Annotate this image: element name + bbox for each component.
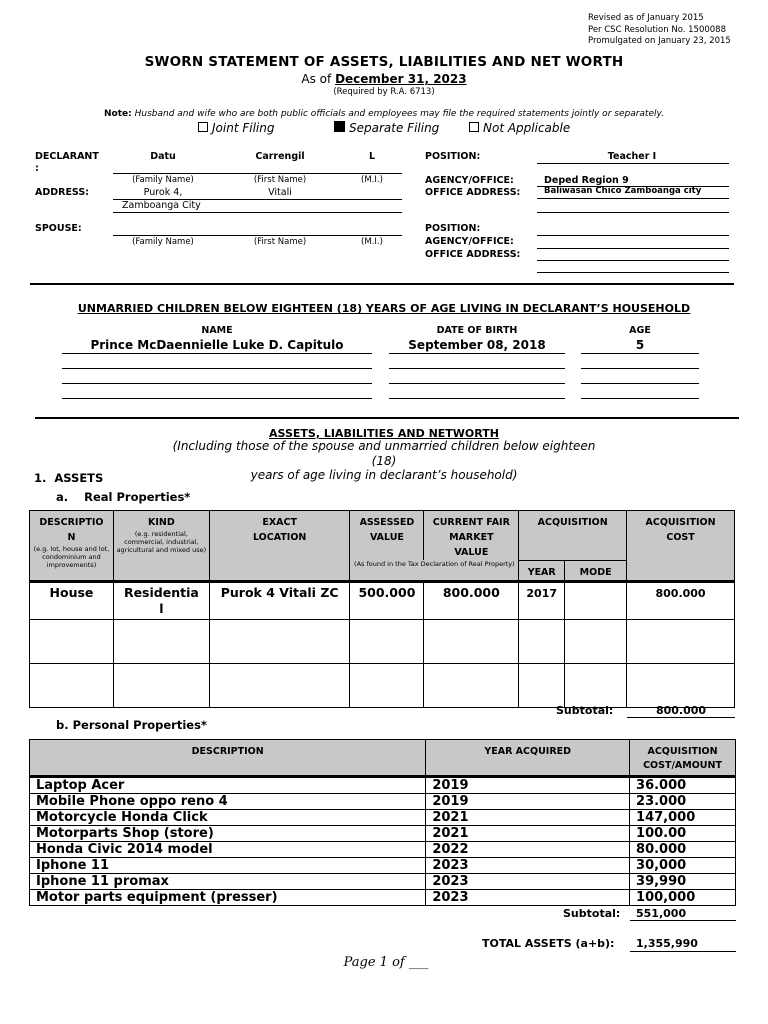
child-dob: September 08, 2018 — [408, 338, 546, 352]
family-name-caption: (Family Name) — [132, 175, 194, 185]
pp-cell-description: Iphone 11 — [30, 858, 426, 874]
table-row — [30, 890, 736, 906]
declarant-position: Teacher I — [607, 151, 657, 162]
declarant-agency: Deped Region 9 — [544, 175, 629, 186]
rp-header-assessed — [350, 511, 424, 561]
subtitle-line: (Including those of the spouse and unmarried children below eighteen (18) — [172, 439, 596, 468]
joint-filing-checkbox[interactable] — [198, 122, 208, 132]
pp-cell-year: 2022 — [426, 842, 630, 858]
rp-header-market-text: CURRENT FAIR — [432, 517, 510, 528]
spouse-office-rule-2 — [537, 272, 729, 273]
pp-cell-year: 2019 — [426, 777, 630, 794]
not-applicable-option[interactable] — [469, 121, 570, 135]
declarant-colon: : — [35, 163, 39, 174]
note-text: Husband and wife who are both public officials and employees may file the required statements jointly or separately. — [134, 109, 664, 119]
rp-header-mode: MODE — [565, 560, 627, 581]
rp-header-assessed-text: VALUE — [369, 532, 404, 543]
table-row — [30, 581, 735, 619]
as-of-date: December 31, 2023 — [335, 72, 467, 86]
assets-section-title: ASSETS, LIABILITIES AND NETWORTH — [269, 427, 499, 440]
rp-cell-market: 800.000 — [424, 581, 519, 619]
rp-header-description-sub: (e.g. lot, house and lot, condominium and improvements) — [33, 545, 110, 569]
spouse-office-rule-1 — [537, 260, 729, 261]
rp-header-market — [424, 511, 519, 561]
child-row-rule — [389, 368, 565, 369]
pp-subtotal-label: Subtotal: — [563, 907, 621, 920]
pp-cell-description: Motor parts equipment (presser) — [30, 890, 426, 906]
pp-cell-year: 2023 — [426, 858, 630, 874]
pp-cell-year: 2021 — [426, 826, 630, 842]
rp-empty-cell — [424, 619, 519, 663]
pp-cell-cost: 100,000 — [630, 890, 736, 906]
spouse-position-label: POSITION: — [425, 223, 481, 234]
pp-cell-description: Honda Civic 2014 model — [30, 842, 426, 858]
child-age: 5 — [635, 338, 645, 352]
rp-empty-cell — [424, 663, 519, 707]
rp-empty-cell — [209, 663, 350, 707]
declarant-first-name: Carrengil — [255, 151, 305, 162]
pp-cell-description: Iphone 11 promax — [30, 874, 426, 890]
rp-value-note-text: (As found in the Tax Declaration of Real Property) — [354, 560, 515, 568]
rp-header-location-text: LOCATION — [252, 532, 307, 543]
rp-empty-cell — [209, 619, 350, 663]
pp-cell-description: Laptop Acer — [30, 777, 426, 794]
declarant-mi: L — [368, 151, 376, 162]
rp-header-cost-text: ACQUISITION — [645, 517, 716, 528]
total-assets-label: TOTAL ASSETS (a+b): — [482, 937, 615, 950]
rp-header-location-text: EXACT — [262, 517, 297, 528]
spouse-family-caption: (Family Name) — [132, 237, 194, 247]
section-divider — [30, 283, 734, 285]
total-assets-value: 1,355,990 — [636, 937, 698, 950]
spouse-agency-rule — [537, 248, 729, 249]
document-title: SWORN STATEMENT OF ASSETS, LIABILITIES AND NET WORTH — [144, 54, 624, 70]
real-properties-table — [29, 510, 735, 708]
rp-empty-cell — [350, 663, 424, 707]
rp-header-value-note — [350, 560, 519, 581]
pp-cell-cost: 23.000 — [630, 794, 736, 810]
rp-cell-description: House — [30, 581, 114, 619]
separate-filing-checkbox[interactable] — [334, 121, 345, 132]
assets-heading: 1. ASSETS — [34, 471, 104, 485]
address-line-1b: Vitali — [268, 187, 292, 198]
pp-cell-cost: 100.00 — [630, 826, 736, 842]
agency-label: AGENCY/OFFICE: — [425, 175, 514, 186]
revision-line: Revised as of January 2015 — [588, 13, 704, 23]
child-row-rule — [581, 353, 699, 354]
pp-cell-year: 2023 — [426, 874, 630, 890]
rp-empty-cell — [519, 619, 565, 663]
table-row — [30, 777, 736, 794]
rp-header-kind-text: KIND — [148, 517, 175, 528]
declarant-office-address: Baliwasan Chico Zamboanga city — [544, 186, 702, 196]
rp-empty-cell — [519, 663, 565, 707]
child-row-rule — [62, 383, 372, 384]
revision-line: Promulgated on January 23, 2015 — [588, 36, 731, 46]
table-row — [30, 842, 736, 858]
table-row — [30, 810, 736, 826]
pp-cell-cost: 30,000 — [630, 858, 736, 874]
personal-properties-heading: b. Personal Properties* — [56, 718, 207, 732]
page-number: Page 1 of ___ — [343, 955, 429, 970]
table-row — [30, 794, 736, 810]
rp-subtotal-label: Subtotal: — [556, 704, 614, 717]
child-row-rule — [581, 383, 699, 384]
rp-header-assessed-text: ASSESSED — [359, 517, 415, 528]
child-row-rule — [62, 368, 372, 369]
child-row-rule — [62, 353, 372, 354]
child-row-rule — [389, 383, 565, 384]
spouse-first-caption: (First Name) — [253, 237, 307, 247]
rp-header-description — [30, 511, 114, 582]
rp-empty-cell — [627, 663, 735, 707]
rp-empty-cell — [30, 619, 114, 663]
rp-cell-kind-line: Residentia — [123, 584, 199, 600]
address-line-2-rule — [113, 212, 402, 213]
table-row — [30, 826, 736, 842]
spouse-position-rule — [537, 235, 729, 236]
table-row — [30, 663, 735, 707]
rp-subtotal-value: 800.000 — [655, 704, 707, 717]
pp-cell-description: Motorparts Shop (store) — [30, 826, 426, 842]
table-row — [30, 619, 735, 663]
rp-subtotal-rule — [627, 717, 735, 718]
rp-empty-cell — [113, 663, 209, 707]
child-name: Prince McDaennielle Luke D. Capitulo — [90, 338, 344, 352]
rp-cell-cost: 800.000 — [627, 581, 735, 619]
child-age-header: AGE — [629, 325, 651, 336]
assets-section-subtitle — [160, 439, 608, 483]
pp-cell-cost: 39,990 — [630, 874, 736, 890]
mi-caption: (M.I.) — [361, 175, 383, 185]
child-row-rule — [62, 398, 372, 399]
revision-note — [588, 13, 731, 48]
personal-properties-table — [29, 739, 736, 906]
spouse-agency-label: AGENCY/OFFICE: — [425, 236, 514, 247]
as-of-label: As of — [301, 72, 332, 86]
joint-filing-label: Joint Filing — [212, 121, 275, 135]
rp-header-cost — [627, 511, 735, 582]
pp-cell-cost: 36.000 — [630, 777, 736, 794]
declarant-label: DECLARANT — [35, 151, 99, 162]
rp-header-cost-text: COST — [666, 532, 695, 543]
office-rule-1 — [537, 198, 729, 199]
rp-empty-cell — [627, 619, 735, 663]
pp-header-cost — [630, 740, 736, 777]
rp-cell-assessed: 500.000 — [350, 581, 424, 619]
pp-header-description: DESCRIPTION — [30, 740, 426, 777]
not-applicable-label: Not Applicable — [483, 121, 571, 135]
note-label: Note: — [104, 109, 132, 119]
rp-header-market-text: VALUE — [454, 547, 489, 558]
office-rule-2 — [537, 212, 729, 213]
position-label: POSITION: — [425, 151, 481, 162]
spouse-mi-caption: (M.I.) — [361, 237, 383, 247]
child-row-rule — [389, 353, 565, 354]
spouse-label: SPOUSE: — [35, 223, 82, 234]
revision-line: Per CSC Resolution No. 1500088 — [588, 24, 727, 35]
pp-subtotal-rule — [630, 920, 736, 921]
rp-cell-year: 2017 — [519, 581, 565, 619]
pp-cell-cost: 147,000 — [630, 810, 736, 826]
pp-cell-description: Mobile Phone oppo reno 4 — [30, 794, 426, 810]
rp-header-market-text: MARKET — [449, 532, 494, 543]
child-name-header: NAME — [201, 325, 233, 336]
separate-filing-label: Separate Filing — [349, 121, 440, 135]
rp-header-description-text: N — [67, 532, 76, 543]
subtitle-line: years of age living in declarant’s household) — [250, 468, 518, 482]
address-label: ADDRESS: — [35, 187, 89, 198]
pp-cell-description: Motorcycle Honda Click — [30, 810, 426, 826]
rp-header-kind-sub: (e.g. residential, commercial, industrial, agricultural and mixed use) — [116, 530, 207, 554]
children-section-title: UNMARRIED CHILDREN BELOW EIGHTEEN (18) YEARS OF AGE LIVING IN DECLARANT’S HOUSEHOLD — [77, 302, 691, 315]
address-line-1a: Purok 4, — [143, 187, 183, 198]
rp-empty-cell — [350, 619, 424, 663]
declarant-name-line — [113, 173, 402, 174]
spouse-name-line — [113, 235, 402, 236]
rp-empty-cell — [113, 619, 209, 663]
spouse-office-label: OFFICE ADDRESS: — [425, 249, 521, 260]
required-by: (Required by R.A. 6713) — [333, 87, 435, 97]
as-of-line — [0, 72, 768, 86]
rp-empty-cell — [30, 663, 114, 707]
table-row — [30, 874, 736, 890]
total-assets-rule — [630, 951, 736, 952]
pp-header-cost-text: ACQUISITION — [647, 746, 718, 757]
child-dob-header: DATE OF BIRTH — [436, 325, 518, 336]
child-row-rule — [581, 368, 699, 369]
rp-header-acquisition: ACQUISITION — [519, 511, 627, 561]
rp-header-location — [209, 511, 350, 582]
real-properties-heading: a. Real Properties* — [56, 490, 191, 504]
pp-cell-year: 2023 — [426, 890, 630, 906]
table-row — [30, 858, 736, 874]
pp-cell-year: 2019 — [426, 794, 630, 810]
pp-subtotal-value: 551,000 — [636, 907, 687, 920]
rp-header-year: YEAR — [519, 560, 565, 581]
rp-empty-cell — [565, 663, 627, 707]
not-applicable-checkbox[interactable] — [469, 122, 479, 132]
pp-header-year: YEAR ACQUIRED — [426, 740, 630, 777]
address-line-2: Zamboanga City — [122, 200, 201, 211]
pp-header-cost-text: COST/AMOUNT — [643, 760, 722, 771]
child-row-rule — [581, 398, 699, 399]
filing-note — [0, 109, 768, 119]
declarant-family-name: Datu — [150, 151, 176, 162]
rp-cell-mode — [565, 581, 627, 619]
rp-header-kind — [113, 511, 209, 582]
child-row-rule — [389, 398, 565, 399]
rp-empty-cell — [565, 619, 627, 663]
pp-cell-cost: 80.000 — [630, 842, 736, 858]
separate-filing-option[interactable] — [334, 121, 439, 135]
joint-filing-option[interactable] — [198, 121, 274, 135]
first-name-caption: (First Name) — [253, 175, 307, 185]
rp-header-description-text: DESCRIPTIO — [39, 517, 104, 528]
rp-cell-location: Purok 4 Vitali ZC — [209, 581, 350, 619]
section-divider — [35, 417, 739, 419]
pp-cell-year: 2021 — [426, 810, 630, 826]
rp-cell-kind — [113, 581, 209, 619]
rp-cell-kind-line: l — [159, 600, 164, 616]
office-address-label: OFFICE ADDRESS: — [425, 187, 521, 198]
position-rule — [537, 163, 729, 164]
